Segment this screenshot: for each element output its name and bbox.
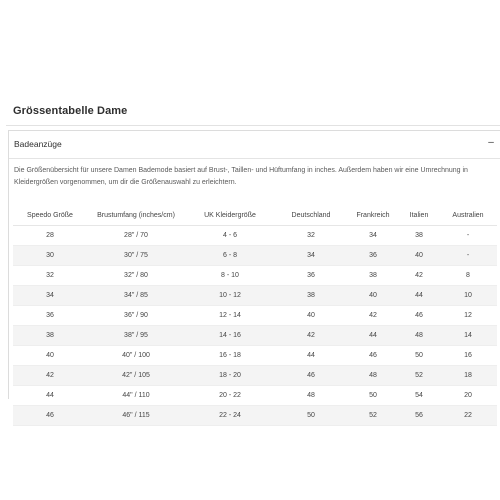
table-cell: 14 - 16 xyxy=(185,326,275,346)
table-body xyxy=(13,226,497,426)
table-cell: 4 - 6 xyxy=(185,226,275,246)
header-italy: Italien xyxy=(399,205,439,226)
table-cell: 6 - 8 xyxy=(185,246,275,266)
table-row xyxy=(13,226,497,246)
table-cell: 34 xyxy=(13,286,87,306)
table-cell: 48 xyxy=(399,326,439,346)
table-cell: 42" / 105 xyxy=(87,366,185,386)
table-cell: 40" / 100 xyxy=(87,346,185,366)
table-cell: 10 xyxy=(439,286,497,306)
table-cell: 20 xyxy=(439,386,497,406)
table-cell: 36 xyxy=(275,266,347,286)
table-cell: 32" / 80 xyxy=(87,266,185,286)
accordion-title: Badeanzüge xyxy=(14,139,62,149)
table-cell: 42 xyxy=(347,306,399,326)
table-cell: 30 xyxy=(13,246,87,266)
table-cell: 52 xyxy=(347,406,399,426)
table-cell: 34 xyxy=(275,246,347,266)
table-cell: 44 xyxy=(275,346,347,366)
table-cell: 34 xyxy=(347,226,399,246)
table-cell: 36" / 90 xyxy=(87,306,185,326)
table-cell: 40 xyxy=(347,286,399,306)
table-cell: 40 xyxy=(399,246,439,266)
table-cell: 40 xyxy=(275,306,347,326)
table-cell: 28" / 70 xyxy=(87,226,185,246)
table-cell: 30" / 75 xyxy=(87,246,185,266)
table-row xyxy=(13,306,497,326)
accordion-badeanzuege xyxy=(8,130,500,419)
table-cell: 38 xyxy=(347,266,399,286)
table-cell: 50 xyxy=(347,386,399,406)
table-cell: 44 xyxy=(399,286,439,306)
table-cell: 46 xyxy=(275,366,347,386)
table-cell: 20 - 22 xyxy=(185,386,275,406)
table-cell: 38 xyxy=(13,326,87,346)
table-cell: 46 xyxy=(347,346,399,366)
page-title: Grössentabelle Dame xyxy=(13,105,128,117)
table-cell: 8 xyxy=(439,266,497,286)
header-uk-size: UK Kleidergröße xyxy=(185,205,275,226)
table-cell: 16 xyxy=(439,346,497,366)
table-cell: 22 - 24 xyxy=(185,406,275,426)
title-divider xyxy=(6,125,500,126)
table-cell: 54 xyxy=(399,386,439,406)
minus-icon[interactable]: – xyxy=(488,137,494,148)
table-cell: 48 xyxy=(275,386,347,406)
table-cell: - xyxy=(439,226,497,246)
table-cell: 40 xyxy=(13,346,87,366)
table-cell: 48 xyxy=(347,366,399,386)
table-row xyxy=(13,366,497,386)
table-cell: 18 - 20 xyxy=(185,366,275,386)
table-cell: 12 - 14 xyxy=(185,306,275,326)
table-cell: 52 xyxy=(399,366,439,386)
table-cell: 46 xyxy=(399,306,439,326)
table-cell: 32 xyxy=(13,266,87,286)
table-cell: 38 xyxy=(399,226,439,246)
table-cell: 22 xyxy=(439,406,497,426)
size-guide-description: Die Größenübersicht für unsere Damen Bademode basiert auf Brust-, Taillen- und Hüftumfang in inches. Außerdem haben wir eine Umrechnung in Kleidergrößen vorgenommen, um dir die Größenauswahl zu erleichtern. xyxy=(14,167,468,186)
table-cell: - xyxy=(439,246,497,266)
table-cell: 36 xyxy=(13,306,87,326)
table-cell: 10 - 12 xyxy=(185,286,275,306)
header-germany: Deutschland xyxy=(275,205,347,226)
table-cell: 16 - 18 xyxy=(185,346,275,366)
accordion-header[interactable] xyxy=(9,131,500,159)
header-france: Frankreich xyxy=(347,205,399,226)
table-cell: 46 xyxy=(13,406,87,426)
table-cell: 42 xyxy=(399,266,439,286)
table-cell: 28 xyxy=(13,226,87,246)
table-row xyxy=(13,246,497,266)
table-cell: 12 xyxy=(439,306,497,326)
table-cell: 42 xyxy=(13,366,87,386)
header-speedo-size: Speedo Größe xyxy=(13,205,87,226)
table-row xyxy=(13,326,497,346)
table-cell: 38" / 95 xyxy=(87,326,185,346)
table-row xyxy=(13,286,497,306)
table-row xyxy=(13,386,497,406)
table-header-row xyxy=(13,205,497,226)
table-cell: 32 xyxy=(275,226,347,246)
table-cell: 14 xyxy=(439,326,497,346)
table-row xyxy=(13,266,497,286)
table-cell: 56 xyxy=(399,406,439,426)
table-cell: 18 xyxy=(439,366,497,386)
table-cell: 44 xyxy=(347,326,399,346)
table-cell: 34" / 85 xyxy=(87,286,185,306)
table-row xyxy=(13,346,497,366)
table-cell: 46" / 115 xyxy=(87,406,185,426)
table-cell: 8 - 10 xyxy=(185,266,275,286)
header-australia: Australien xyxy=(439,205,497,226)
size-table xyxy=(13,205,497,426)
table-cell: 44 xyxy=(13,386,87,406)
header-chest: Brustumfang (inches/cm) xyxy=(87,205,185,226)
table-cell: 50 xyxy=(275,406,347,426)
table-cell: 36 xyxy=(347,246,399,266)
table-cell: 44" / 110 xyxy=(87,386,185,406)
table-cell: 42 xyxy=(275,326,347,346)
table-cell: 38 xyxy=(275,286,347,306)
table-cell: 50 xyxy=(399,346,439,366)
table-row xyxy=(13,406,497,426)
